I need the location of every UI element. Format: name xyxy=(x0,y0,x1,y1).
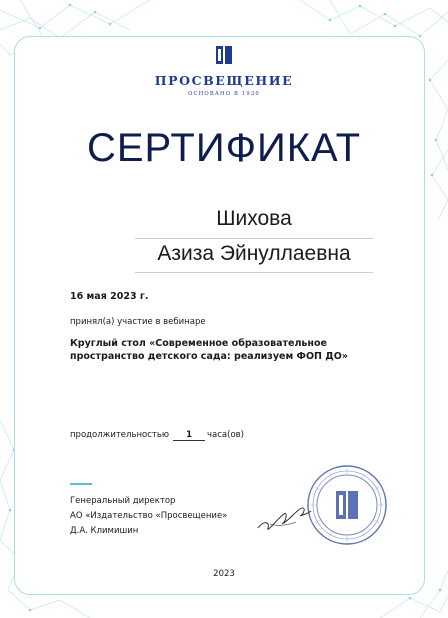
recipient-surname: Шихова xyxy=(216,207,292,230)
duration-line xyxy=(70,430,244,441)
handwritten-signature xyxy=(256,500,312,536)
certificate-year: 2023 xyxy=(213,569,235,579)
name-underline xyxy=(135,238,373,239)
signatory-block xyxy=(70,494,227,539)
name-underline xyxy=(135,272,373,273)
duration-label: продолжительностью xyxy=(70,430,170,440)
logo-name: ПРОСВЕЩЕНИЕ xyxy=(154,73,294,88)
prosveshchenie-emblem-icon xyxy=(214,44,234,66)
logo-subtitle: ОСНОВАНО В 1930 xyxy=(188,91,260,97)
participation-text: принял(а) участие в вебинаре xyxy=(70,317,206,327)
signatory-name: Д.А. Климишин xyxy=(70,526,139,536)
duration-unit: часа(ов) xyxy=(207,430,244,440)
certificate-title: СЕРТИФИКАТ xyxy=(86,126,362,170)
publisher-logo xyxy=(0,44,448,97)
event-name: Круглый стол «Современное образовательное пространство детского сада: реализуем ФОП ДО» xyxy=(70,338,348,362)
signatory-position: Генеральный директор xyxy=(70,496,176,506)
signatory-organization: АО «Издательство «Просвещение» xyxy=(70,511,228,521)
accent-divider xyxy=(70,483,92,485)
duration-value: 1 xyxy=(173,430,205,441)
event-date: 16 мая 2023 г. xyxy=(70,291,149,302)
recipient-given-names: Азиза Эйнуллаевна xyxy=(157,242,351,265)
official-seal-stamp xyxy=(305,463,389,547)
